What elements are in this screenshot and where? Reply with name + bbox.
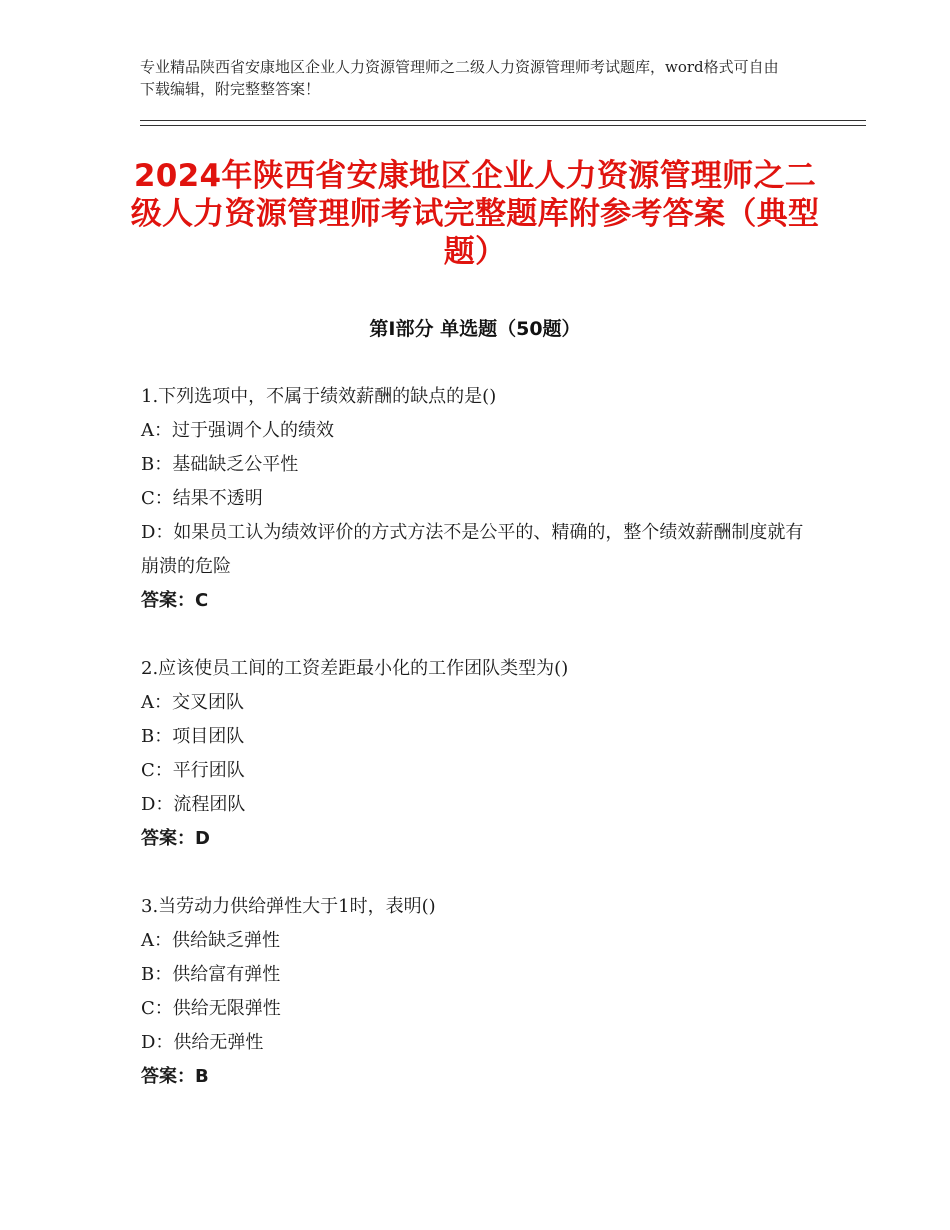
question-3 <box>141 890 821 1094</box>
option-d: D：流程团队 <box>141 794 246 815</box>
option-a: A：供给缺乏弹性 <box>141 930 280 951</box>
option-b: B：项目团队 <box>141 726 245 747</box>
option-c: C：结果不透明 <box>141 488 263 509</box>
section-heading: 第Ⅰ部分 单选题（50题） <box>369 318 581 340</box>
option-d: D：如果员工认为绩效评价的方式方法不是公平的、精确的，整个绩效薪酬制度就有崩溃的危险 <box>141 522 804 577</box>
option-d: D：供给无弹性 <box>141 1032 264 1053</box>
answer: 答案：D <box>141 828 210 849</box>
header-divider <box>140 120 866 126</box>
question-1 <box>141 380 821 618</box>
question-stem: 2.应该使员工间的工资差距最小化的工作团队类型为() <box>141 658 569 679</box>
question-2 <box>141 652 821 856</box>
answer: 答案：C <box>141 590 209 611</box>
header-note: 专业精品陕西省安康地区企业人力资源管理师之二级人力资源管理师考试题库，word格式可自由下载编辑，附完整整答案！ <box>140 58 779 98</box>
question-stem: 1.下列选项中，不属于绩效薪酬的缺点的是() <box>141 386 497 407</box>
document-title: 2024年陕西省安康地区企业人力资源管理师之二级人力资源管理师考试完整题库附参考答案（典型题） <box>130 158 820 270</box>
question-stem: 3.当劳动力供给弹性大于1时，表明() <box>141 896 436 917</box>
option-b: B：供给富有弹性 <box>141 964 281 985</box>
answer: 答案：B <box>141 1066 209 1087</box>
option-c: C：平行团队 <box>141 760 245 781</box>
option-a: A：过于强调个人的绩效 <box>141 420 334 441</box>
option-b: B：基础缺乏公平性 <box>141 454 299 475</box>
option-c: C：供给无限弹性 <box>141 998 281 1019</box>
option-a: A：交叉团队 <box>141 692 244 713</box>
